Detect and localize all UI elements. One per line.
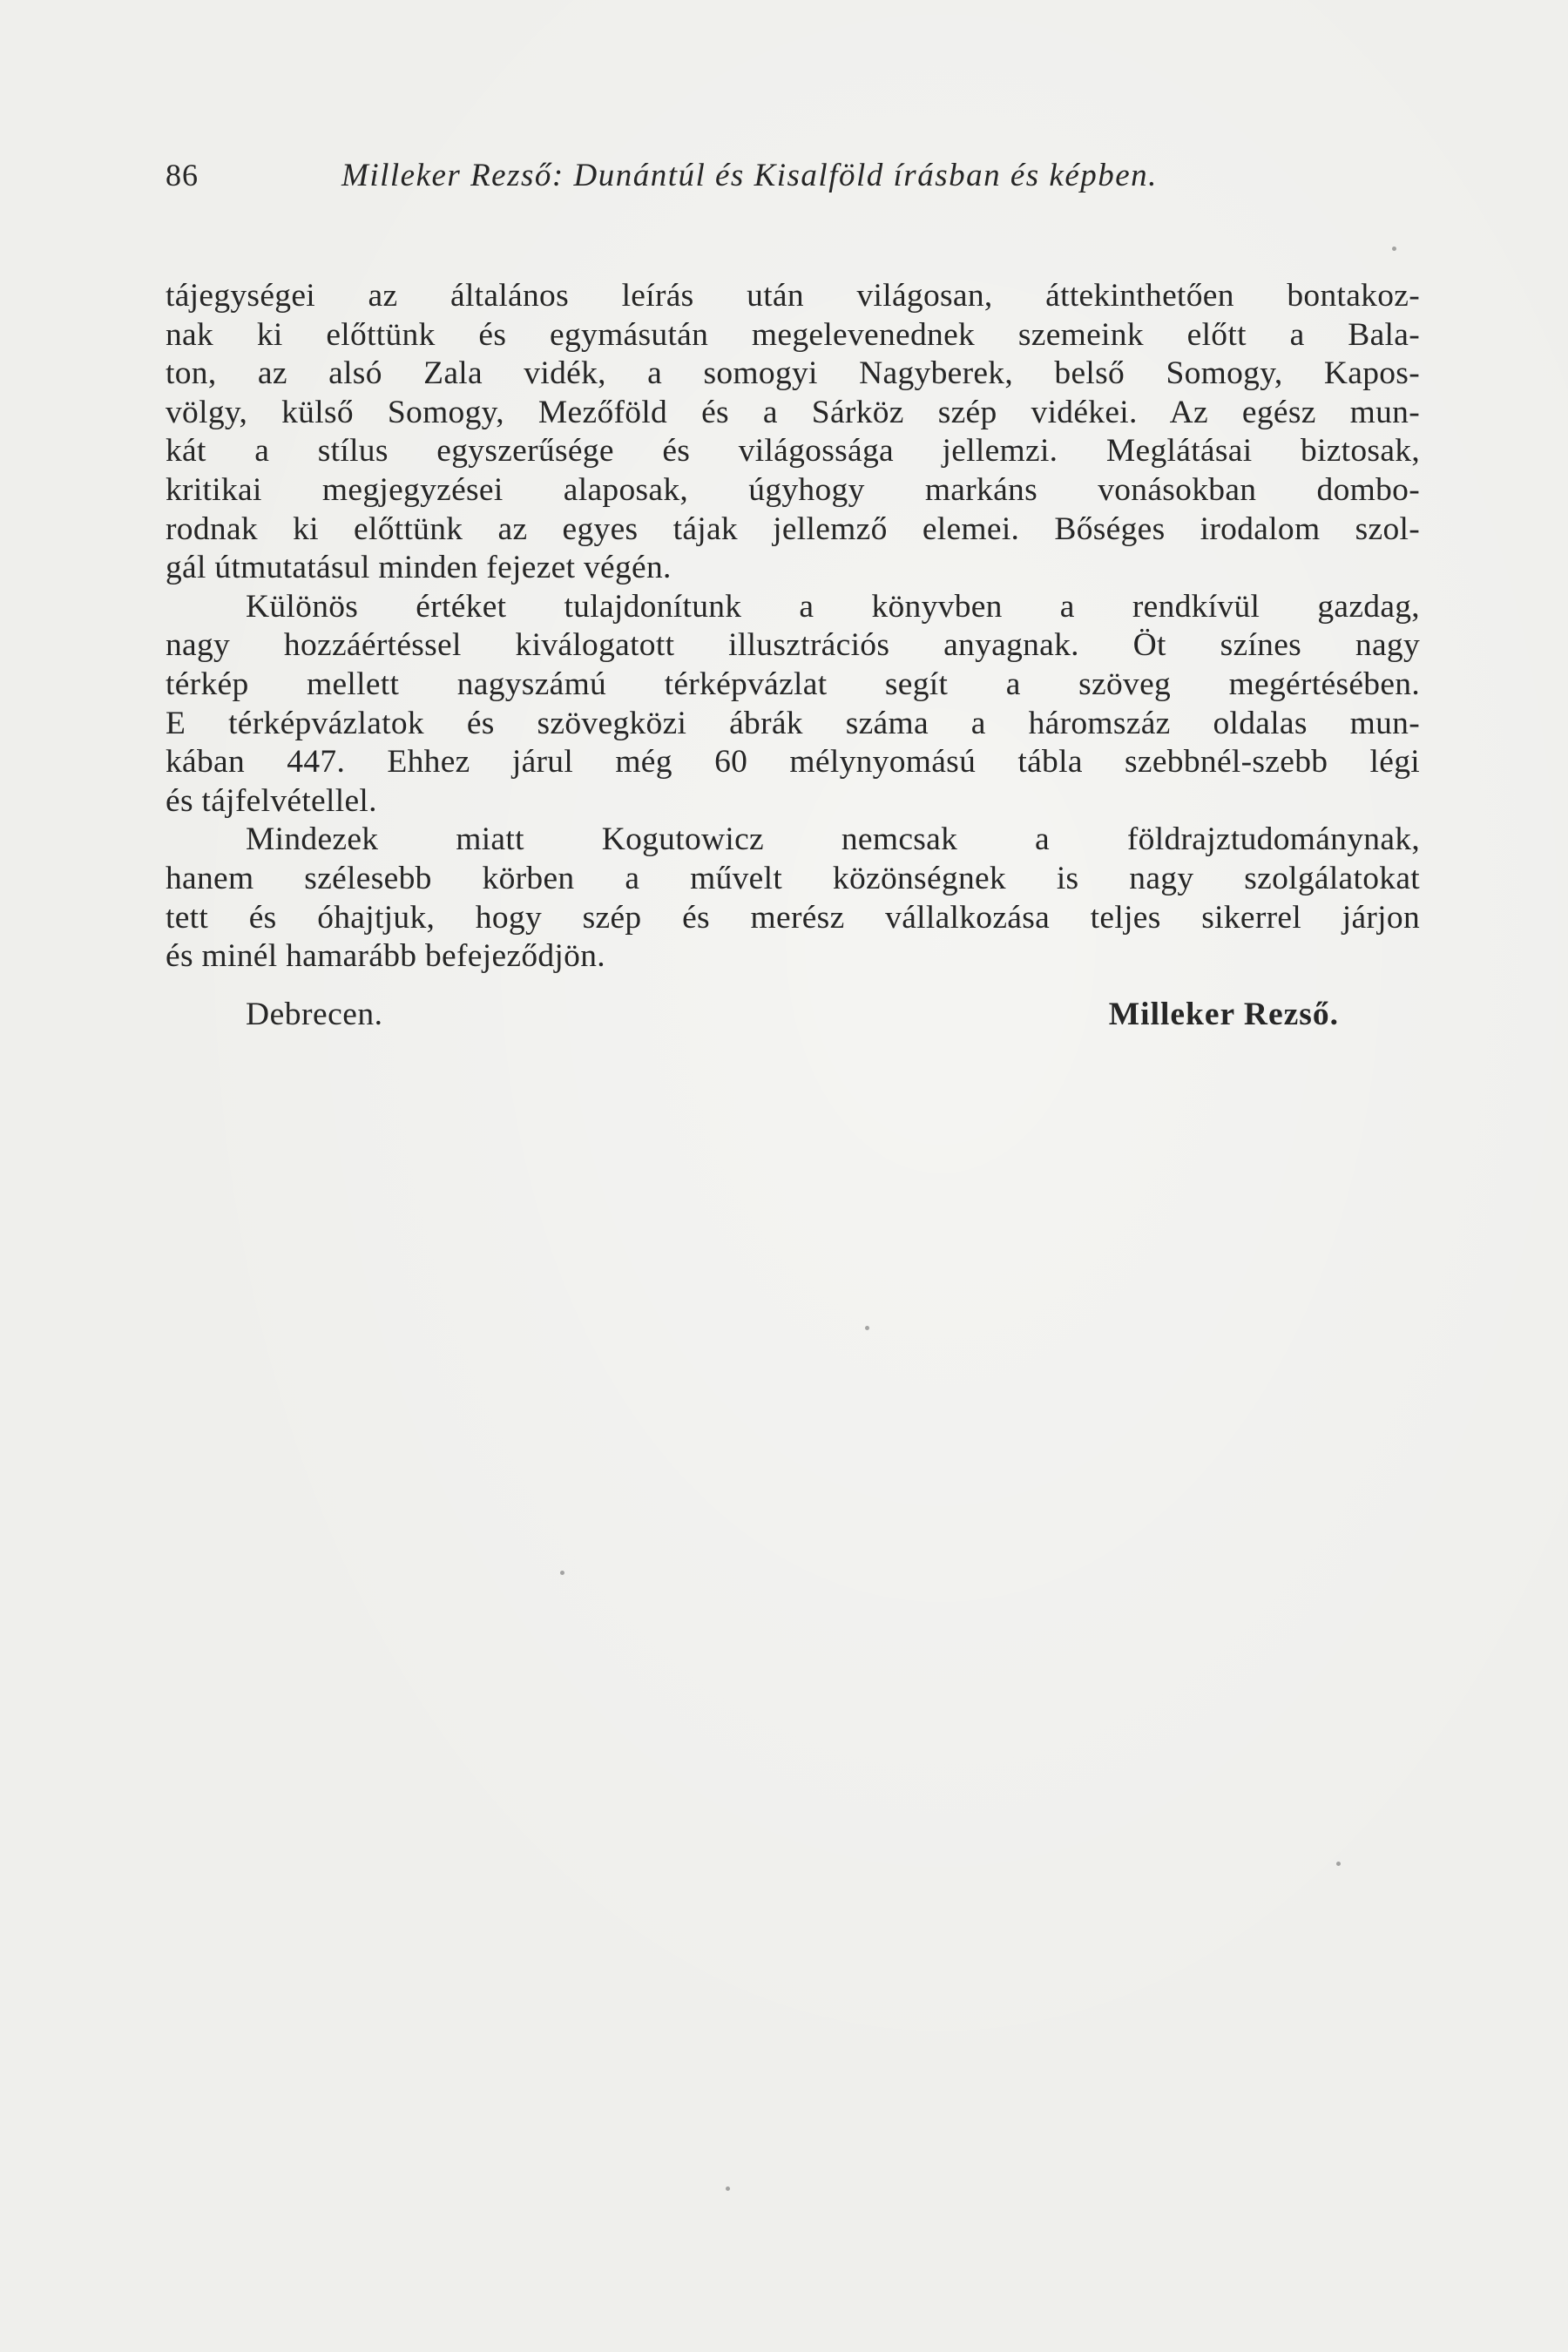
text-line: tájegységei az általános leírás után világosan, áttekinthetően bontakoz- xyxy=(166,278,1420,314)
body-text xyxy=(166,277,1420,977)
text-line: hanem szélesebb körben a művelt közönségnek is nagy szolgálatokat xyxy=(166,860,1420,896)
text-line: ton, az alsó Zala vidék, a somogyi Nagyberek, belső Somogy, Kapos- xyxy=(166,355,1420,392)
text-line: kritikai megjegyzései alaposak, úgyhogy markáns vonásokban dombo- xyxy=(166,471,1420,508)
print-speck xyxy=(1336,1862,1341,1866)
signature-place: Debrecen. xyxy=(246,997,383,1032)
print-speck xyxy=(1392,247,1396,251)
text-line: kában 447. Ehhez járul még 60 mélynyomású tábla szebbnél-szebb légi xyxy=(166,744,1420,781)
text-line: nagy hozzáértéssel kiválogatott illusztrációs anyagnak. Öt színes nagy xyxy=(166,627,1420,664)
text-line: térkép mellett nagyszámú térképvázlat segít a szöveg megértésében. xyxy=(166,666,1420,702)
signature-row xyxy=(246,996,1339,1039)
text-line: tett és óhajtjuk, hogy szép és merész vállalkozása teljes sikerrel járjon xyxy=(166,899,1420,936)
text-line: gál útmutatásul minden fejezet végén. xyxy=(166,550,672,586)
paragraph-start-line: Mindezek miatt Kogutowicz nemcsak a földrajztudománynak, xyxy=(246,821,1420,858)
text-line: rodnak ki előttünk az egyes tájak jellemző elemei. Bőséges irodalom szol- xyxy=(166,510,1420,547)
text-line: kát a stílus egyszerűsége és világossága jellemzi. Meglátásai biztosak, xyxy=(166,433,1420,470)
text-line: nak ki előttünk és egymásután megelevenednek szemeink előtt a Bala- xyxy=(166,316,1420,353)
text-line: és minél hamarább befejeződjön. xyxy=(166,938,605,975)
text-line: E térképvázlatok és szövegközi ábrák száma a háromszáz oldalas mun- xyxy=(166,705,1420,741)
running-title: Milleker Rezső: Dunántúl és Kisalföld írásban és képben. xyxy=(341,158,1158,193)
signature-author: Milleker Rezső. xyxy=(1108,997,1339,1032)
text-line: völgy, külső Somogy, Mezőföld és a Sárköz szép vidékei. Az egész mun- xyxy=(166,394,1420,430)
print-speck xyxy=(560,1571,564,1575)
print-speck xyxy=(865,1326,869,1330)
page-number: 86 xyxy=(166,158,199,193)
paragraph-start-line: Különös értéket tulajdonítunk a könyvben a rendkívül gazdag, xyxy=(246,588,1420,625)
print-speck xyxy=(726,2186,730,2191)
text-line: és tájfelvétellel. xyxy=(166,782,377,819)
running-head xyxy=(166,157,1420,200)
